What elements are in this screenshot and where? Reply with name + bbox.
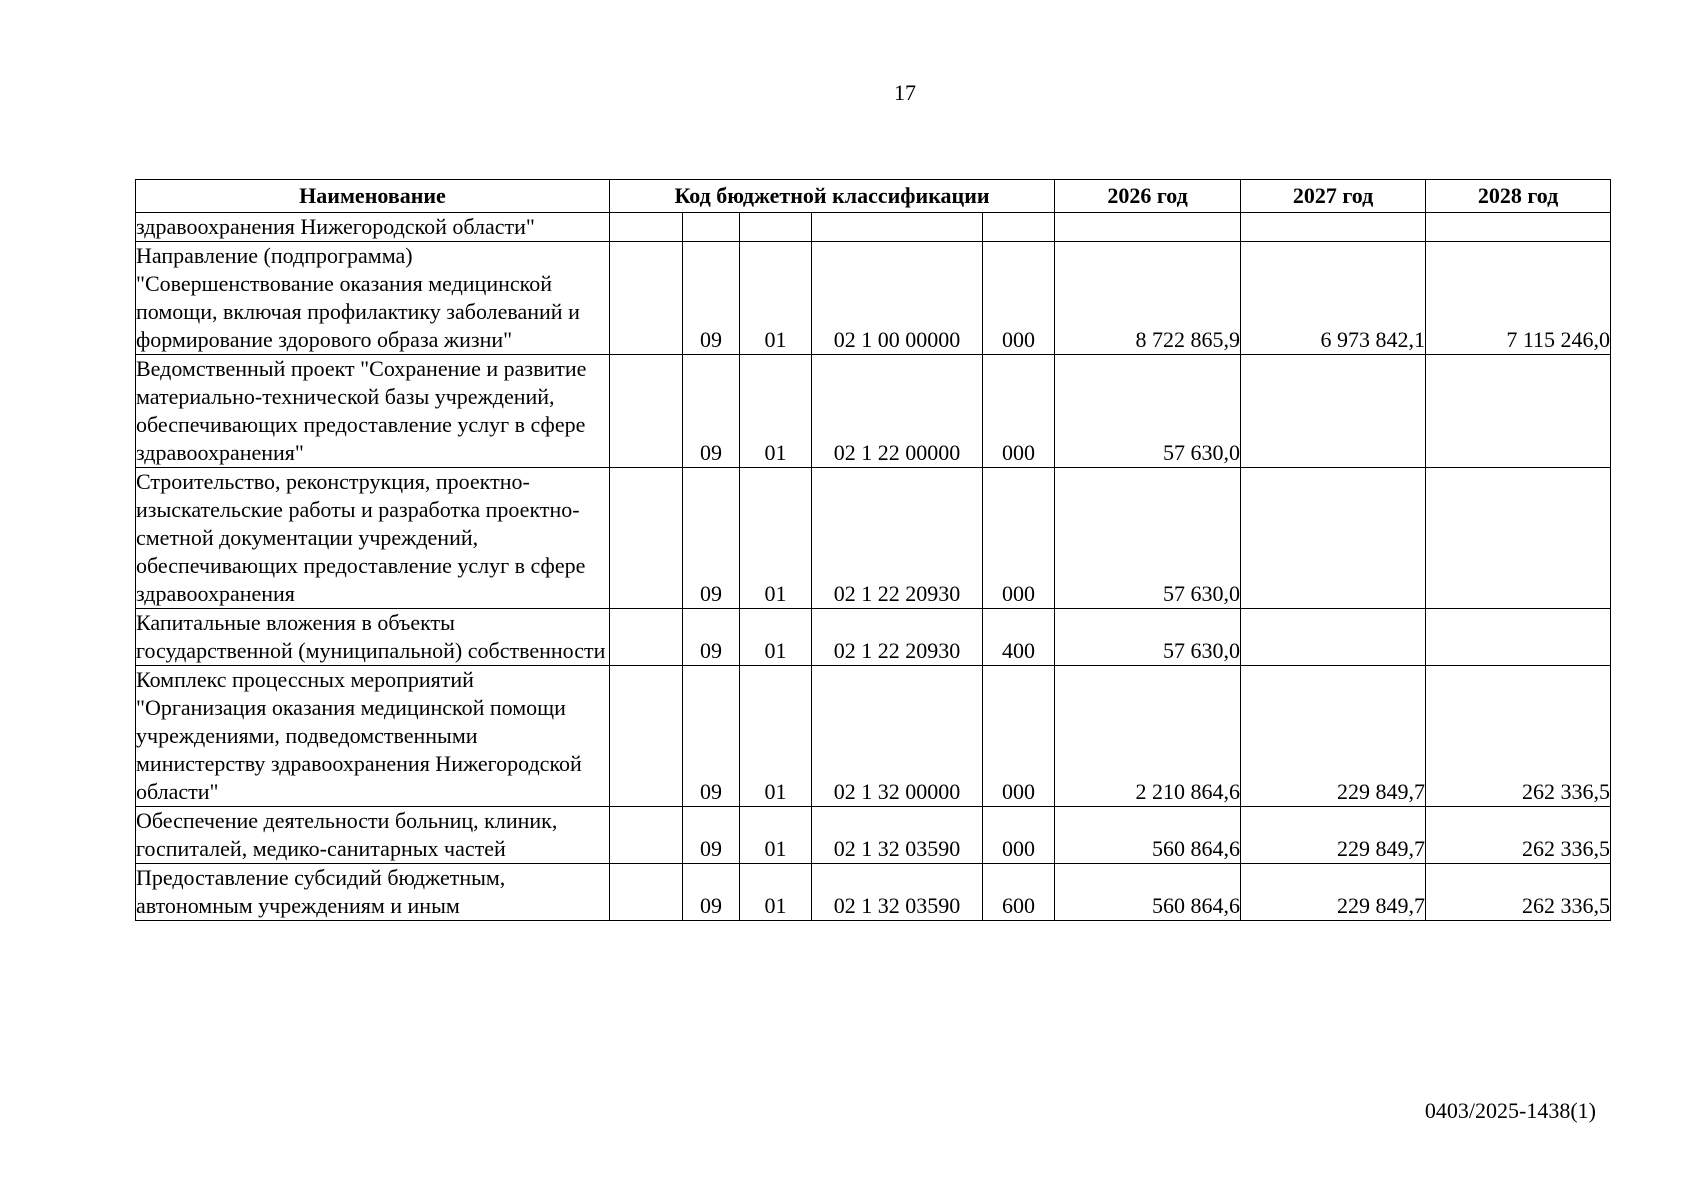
code-target: 02 1 22 20930 bbox=[812, 468, 983, 609]
code-target: 02 1 22 20930 bbox=[812, 609, 983, 666]
value-2026: 560 864,6 bbox=[1055, 807, 1241, 864]
value-2028: 7 115 246,0 bbox=[1426, 242, 1611, 355]
table-row bbox=[136, 864, 1611, 921]
table-row bbox=[136, 242, 1611, 355]
value-2026: 560 864,6 bbox=[1055, 864, 1241, 921]
code-target: 02 1 22 00000 bbox=[812, 355, 983, 468]
page-number: 17 bbox=[894, 80, 916, 105]
code-expense-type: 000 bbox=[983, 666, 1055, 807]
value-2027: 229 849,7 bbox=[1241, 864, 1426, 921]
table-row bbox=[136, 609, 1611, 666]
code-expense-type: 600 bbox=[983, 864, 1055, 921]
value-2027: 229 849,7 bbox=[1241, 666, 1426, 807]
code-subsection: 01 bbox=[740, 242, 812, 355]
value-2028: 262 336,5 bbox=[1426, 807, 1611, 864]
value-2026: 57 630,0 bbox=[1055, 609, 1241, 666]
code-target: 02 1 32 03590 bbox=[812, 864, 983, 921]
value-2027 bbox=[1241, 355, 1426, 468]
code-section: 09 bbox=[683, 242, 740, 355]
code-subsection: 01 bbox=[740, 864, 812, 921]
row-name: здравоохранения Нижегородской области" bbox=[136, 213, 610, 242]
code-section: 09 bbox=[683, 666, 740, 807]
header-row bbox=[136, 180, 1611, 213]
row-name: Предоставление субсидий бюджетным, автономным учреждениям и иным bbox=[136, 864, 610, 921]
code-target: 02 1 00 00000 bbox=[812, 242, 983, 355]
header-2027: 2027 год bbox=[1241, 180, 1426, 213]
value-2027 bbox=[1241, 609, 1426, 666]
code-expense-type: 400 bbox=[983, 609, 1055, 666]
value-2028 bbox=[1426, 468, 1611, 609]
row-name: Капитальные вложения в объекты государственной (муниципальной) собственности bbox=[136, 609, 610, 666]
row-name: Строительство, реконструкция, проектно-изыскательские работы и разработка проектно-сметной документации учреждений, обеспечивающих предоставление услуг в сфере здравоохранения bbox=[136, 468, 610, 609]
value-2026: 2 210 864,6 bbox=[1055, 666, 1241, 807]
code-target: 02 1 32 00000 bbox=[812, 666, 983, 807]
code-subsection: 01 bbox=[740, 807, 812, 864]
code-subsection: 01 bbox=[740, 609, 812, 666]
code-section: 09 bbox=[683, 468, 740, 609]
code-section: 09 bbox=[683, 864, 740, 921]
value-2028: 262 336,5 bbox=[1426, 666, 1611, 807]
value-2028 bbox=[1426, 355, 1611, 468]
header-2026: 2026 год bbox=[1055, 180, 1241, 213]
value-2028 bbox=[1426, 609, 1611, 666]
value-2027 bbox=[1241, 468, 1426, 609]
code-subsection: 01 bbox=[740, 468, 812, 609]
value-2026: 57 630,0 bbox=[1055, 355, 1241, 468]
code-expense-type: 000 bbox=[983, 807, 1055, 864]
header-2028: 2028 год bbox=[1426, 180, 1611, 213]
code-section: 09 bbox=[683, 355, 740, 468]
code-expense-type: 000 bbox=[983, 242, 1055, 355]
table-row bbox=[136, 468, 1611, 609]
header-code: Код бюджетной классификации bbox=[610, 180, 1055, 213]
row-name: Ведомственный проект "Сохранение и развитие материально-технической базы учреждений, обеспечивающих предоставление услуг в сфере здравоохранения" bbox=[136, 355, 610, 468]
code-section: 09 bbox=[683, 807, 740, 864]
header-name: Наименование bbox=[136, 180, 610, 213]
value-2028: 262 336,5 bbox=[1426, 864, 1611, 921]
row-name: Обеспечение деятельности больниц, клиник, госпиталей, медико-санитарных частей bbox=[136, 807, 610, 864]
document-code: 0403/2025-1438(1) bbox=[1424, 1098, 1596, 1123]
row-name: Комплекс процессных мероприятий "Организация оказания медицинской помощи учреждениями, подведомственными министерству здравоохранения Нижегородской области" bbox=[136, 666, 610, 807]
code-section: 09 bbox=[683, 609, 740, 666]
table-row bbox=[136, 666, 1611, 807]
value-2026: 57 630,0 bbox=[1055, 468, 1241, 609]
code-expense-type: 000 bbox=[983, 468, 1055, 609]
row-name: Направление (подпрограмма) "Совершенствование оказания медицинской помощи, включая профилактику заболеваний и формирование здорового образа жизни" bbox=[136, 242, 610, 355]
code-target: 02 1 32 03590 bbox=[812, 807, 983, 864]
table-row bbox=[136, 807, 1611, 864]
value-2026: 8 722 865,9 bbox=[1055, 242, 1241, 355]
code-subsection: 01 bbox=[740, 355, 812, 468]
code-expense-type: 000 bbox=[983, 355, 1055, 468]
continuation-row bbox=[136, 213, 1611, 242]
table-row bbox=[136, 355, 1611, 468]
budget-table bbox=[135, 179, 1611, 921]
code-subsection: 01 bbox=[740, 666, 812, 807]
value-2027: 229 849,7 bbox=[1241, 807, 1426, 864]
value-2027: 6 973 842,1 bbox=[1241, 242, 1426, 355]
